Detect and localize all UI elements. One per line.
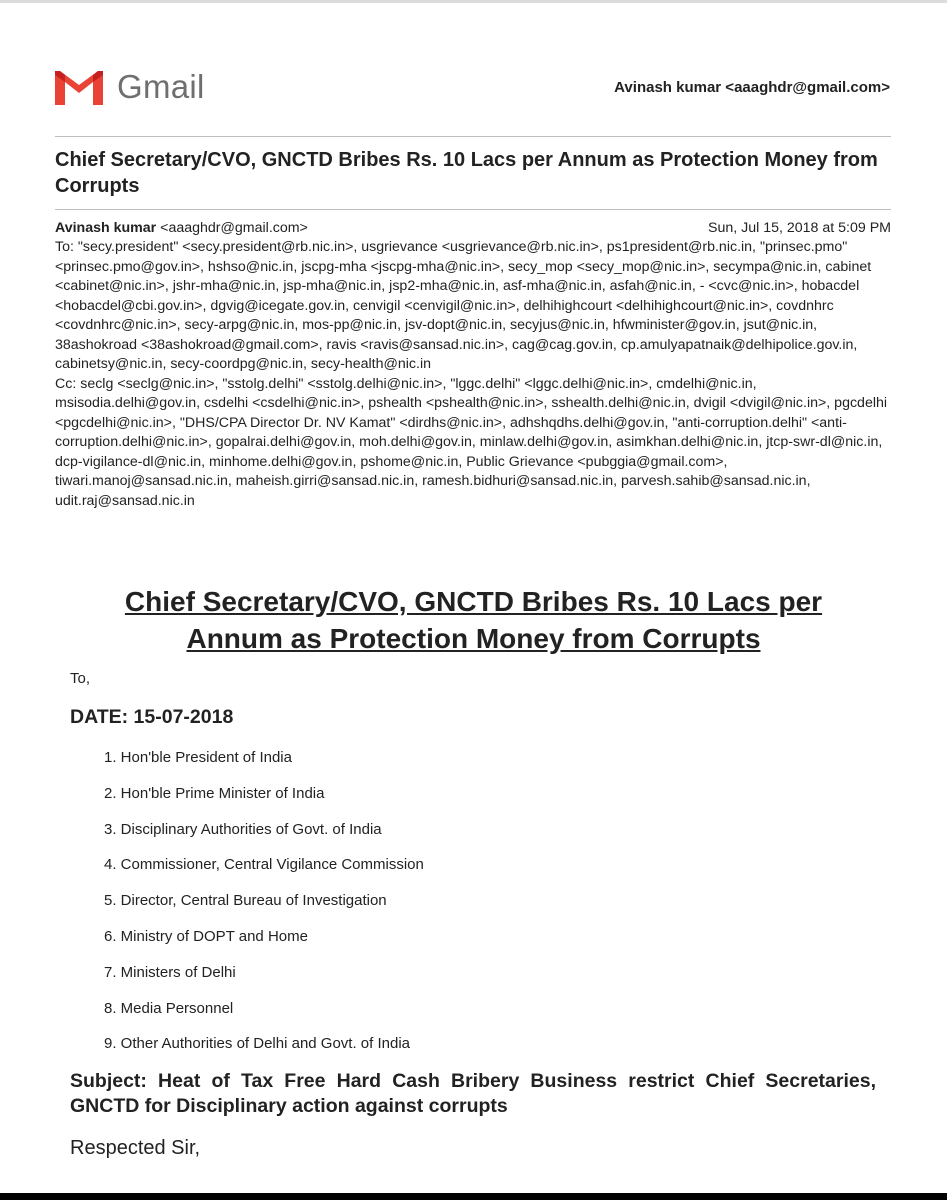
list-item: 6. Ministry of DOPT and Home [104,927,308,945]
gmail-logo [53,66,213,108]
cc-recipients: Cc: seclg <seclg@nic.in>, "sstolg.delhi" <sstolg.delhi@nic.in>, "lggc.delhi" <lggc.delhi@nic.in>, cmdelhi@nic.in, msisodia.delhi@gov.in, csdelhi <csdelhi@nic.in>, pshealth <pshealth@nic.in>, sshealth.delhi@nic.in, dvigil <dvigil@nic.in>, pgcdelhi <pgcdelhi@nic.in>, "DHS/CPA Director Dr. NV Kamat" <dirdhs@nic.in>, adhshqdhs.delhi@gov.in, "anti-corruption.delhi" <anti-corruption.delhi@nic.in>, gopalrai.delhi@gov.in, moh.delhi@gov.in, minlaw.delhi@gov.in, asimkhan.delhi@nic.in, jtcp-swr-dl@nic.in, dcp-vigilance-dl@nic.in, minhome.delhi@gov.in, pshome@nic.in, Public Grievance <pubggia@gmail.com>, tiwari.manoj@sansad.nic.in, maheish.girri@sansad.nic.in, ramesh.bidhuri@sansad.nic.in, parvesh.sahib@sansad.nic.in, udit.raj@sansad.nic.in [55,375,888,509]
top-edge [0,0,947,3]
list-item: 2. Hon'ble Prime Minister of India [104,784,325,802]
list-item: 8. Media Personnel [104,999,234,1017]
list-item: 7. Ministers of Delhi [104,963,236,981]
to-recipients: To: "secy.president" <secy.president@rb.nic.in>, usgrievance <usgrievance@rb.nic.in>, ps1president@rb.nic.in, "prinsec.pmo" <prinsec.pmo@gov.in>, hshso@nic.in, jscpg-mha <jscpg-mha@nic.in>, secy_mop <secy_mop@nic.in>, secympa@nic.in, cabinet <cabinet@nic.in>, jshr-mha@nic.in, jsp-mha@nic.in, jsp2-mha@nic.in, asf-mha@nic.in, asfah@nic.in, - <cvc@nic.in>, hobacdel <hobacdel@cbi.gov.in>, dgvig@icegate.gov.in, cenvigil <cenvigil@nic.in>, delhihighcourt <delhihighcourt@nic.in>, covdnhrc <covdnhrc@nic.in>, secy-arpg@nic.in, mos-pp@nic.in, jsv-dopt@nic.in, secyjus@nic.in, hfwminister@gov.in, jsut@nic.in, 38ashokroad <38ashokroad@gmail.com>, ravis <ravis@sansad.nic.in>, cag@cag.gov.in, cp.amulyapatnaik@delhipolice.gov.in, cabinetsy@nic.in, secy-coordpg@nic.in, secy-health@nic.in [55,239,872,372]
title-divider [55,209,891,210]
sender-email: <aaaghdr@gmail.com> [160,220,308,236]
to-label: To, [70,670,91,687]
gmail-wordmark: Gmail [117,68,205,105]
recipient-list [104,748,424,1070]
letter-subject: Subject: Heat of Tax Free Hard Cash Bribery Business restrict Chief Secretaries, GNCTD for Disciplinary action against corrupts [70,1070,876,1117]
salutation: Respected Sir, [70,1137,201,1159]
letter-title-line-1: Chief Secretary/CVO, GNCTD Bribes Rs. 10 Lacs per [124,586,823,617]
recipients-block [55,238,891,511]
letter-date: DATE: 15-07-2018 [70,706,234,728]
gmail-envelope-icon [53,67,105,107]
sender-name: Avinash kumar [55,220,157,236]
list-item: 1. Hon'ble President of India [104,749,292,766]
message-header [55,220,891,236]
account-label: Avinash kumar <aaaghdr@gmail.com> [614,79,890,96]
list-item: 9. Other Authorities of Delhi and Govt. of India [104,1035,411,1053]
letter-title-line-2: Annum as Protection Money from Corrupts [186,623,761,654]
list-item: 3. Disciplinary Authorities of Govt. of India [104,820,382,838]
header-divider [55,136,891,137]
message-date: Sun, Jul 15, 2018 at 5:09 PM [708,220,891,236]
bottom-edge [0,1193,947,1200]
list-item: 5. Director, Central Bureau of Investigation [104,892,387,910]
thread-title: Chief Secretary/CVO, GNCTD Bribes Rs. 10 Lacs per Annum as Protection Money from Corrupts [55,149,878,197]
letter-title [40,583,907,657]
list-item: 4. Commissioner, Central Vigilance Commission [104,856,424,874]
